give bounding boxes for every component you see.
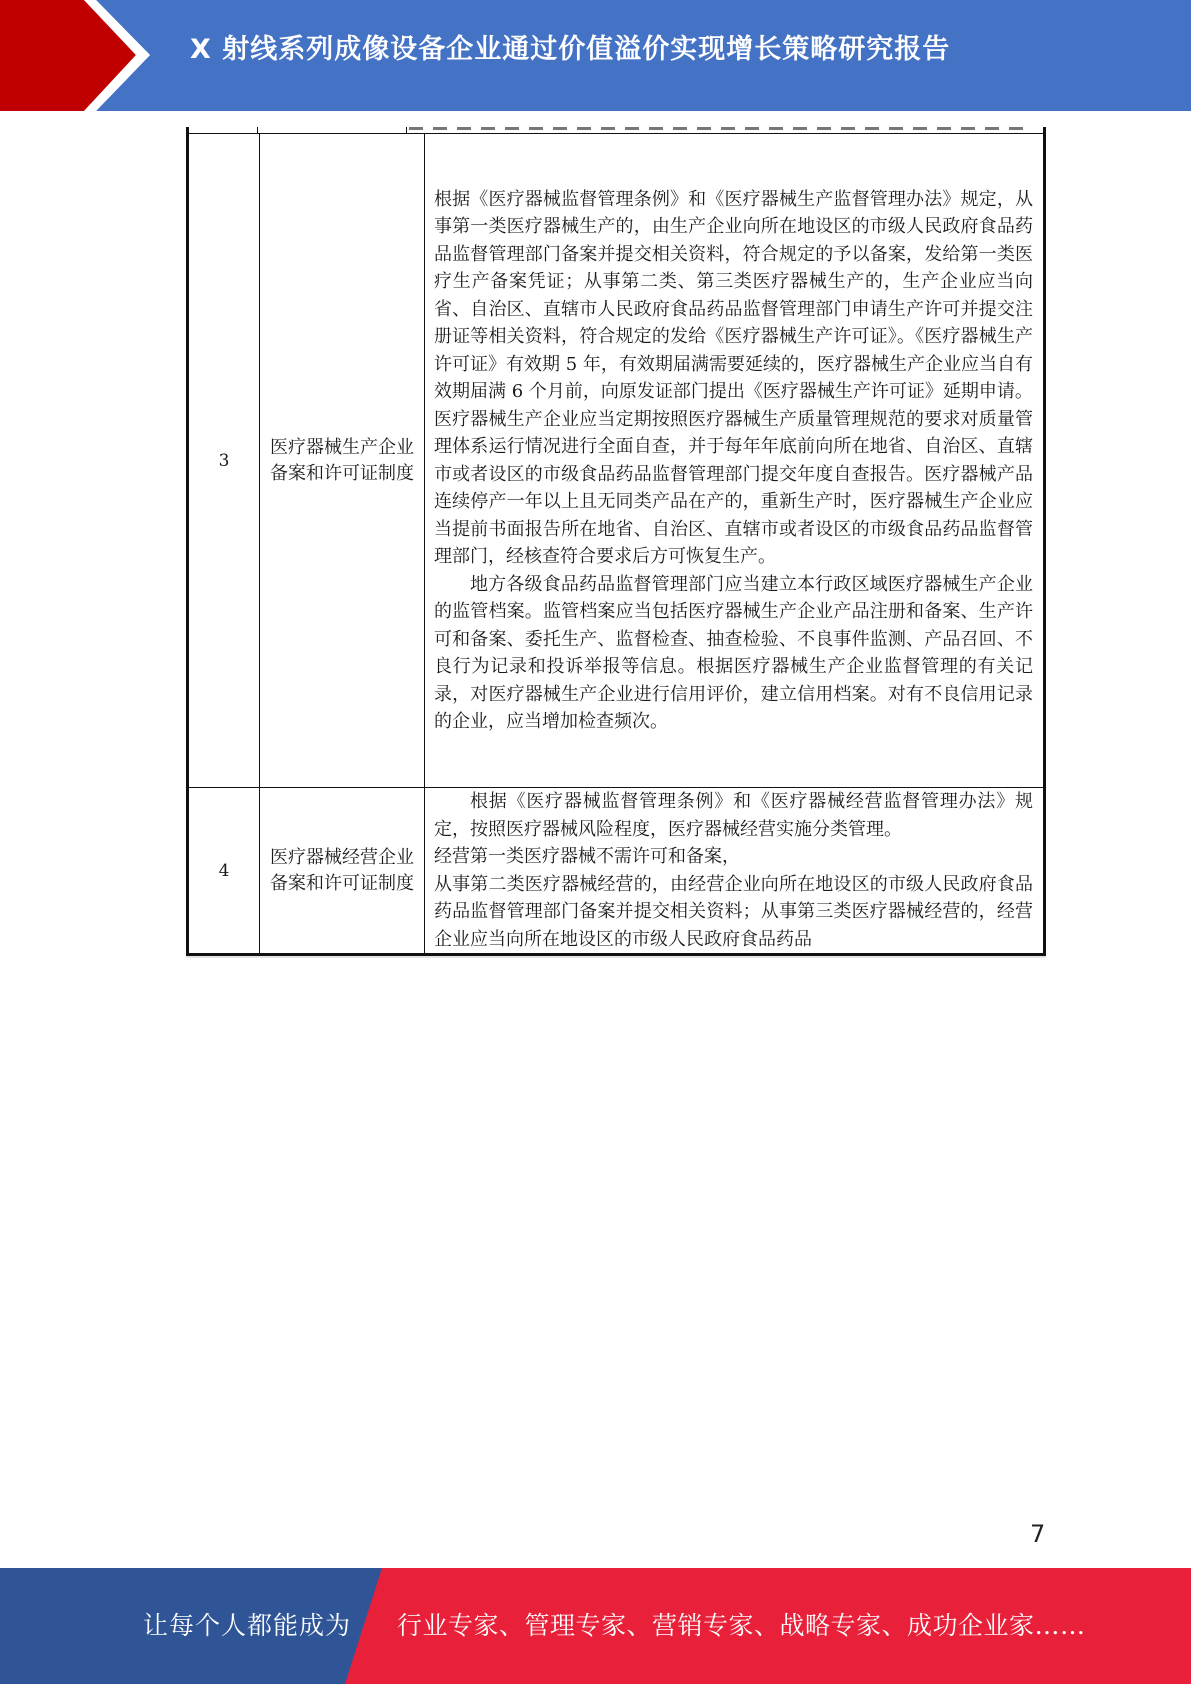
table-body bbox=[186, 133, 1046, 956]
content-paragraph: 根据《医疗器械监督管理条例》和《医疗器械经营监督管理办法》规定，按照医疗器械风险程度，医疗器械经营实施分类管理。 bbox=[434, 791, 1033, 840]
report-title: X 射线系列成像设备企业通过价值溢价实现增长策略研究报告 bbox=[190, 34, 951, 65]
row-content bbox=[425, 134, 1045, 788]
footer-slogan-left: 让每个人都能成为 bbox=[143, 1611, 352, 1640]
page-header bbox=[0, 0, 1191, 111]
content-paragraph: 从事第二类医疗器械经营的，由经营企业向所在地设区的市级人民政府食品药品监督管理部门备案并提交相关资料；从事第三类医疗器械经营的，经营企业应当向所在地设区的市级人民政府食品药品 bbox=[434, 873, 1033, 950]
table-row bbox=[188, 134, 1045, 788]
page-footer bbox=[0, 1568, 1191, 1684]
footer-slogan-right: 行业专家、管理专家、营销专家、战略专家、成功企业家…… bbox=[397, 1611, 1086, 1640]
content-paragraph: 地方各级食品药品监督管理部门应当建立本行政区域医疗器械生产企业的监管档案。监管档案应当包括医疗器械生产企业产品注册和备案、生产许可和备案、委托生产、监督检查、抽查检验、不良事件监测、产品召回、不良行为记录和投诉举报等信息。根据医疗器械生产企业监督管理的有关记录，对医疗器械生产企业进行信用评价，建立信用档案。对有不良信用记录的企业，应当增加检查频次。 bbox=[434, 573, 1033, 732]
table-continuation-edge bbox=[186, 127, 1046, 133]
row-content bbox=[425, 788, 1045, 955]
header-arrow-shape bbox=[0, 0, 160, 111]
row-system-name: 医疗器械经营企业备案和许可证制度 bbox=[260, 788, 425, 955]
content-paragraph: 根据《医疗器械监督管理条例》和《医疗器械生产监督管理办法》规定，从事第一类医疗器械生产的，由生产企业向所在地设区的市级人民政府食品药品监督管理部门备案并提交相关资料，符合规定的予以备案，发给第一类医疗生产备案凭证；从事第二类、第三类医疗器械生产的，生产企业应当向省、自治区、直辖市人民政府食品药品监督管理部门申请生产许可并提交注册证等相关资料，符合规定的发给《医疗器械生产许可证》。《医疗器械生产许可证》有效期 5 年，有效期届满需要延续的，医疗器械生产企业应当自有效期届满 6 个月前，向原发证部门提出《医疗器械生产许可证》延期申请。 bbox=[434, 188, 1033, 402]
row-number: 4 bbox=[188, 788, 260, 955]
table-row bbox=[188, 788, 1045, 955]
content-paragraph: 经营第一类医疗器械不需许可和备案， bbox=[434, 846, 740, 867]
row-system-name: 医疗器械生产企业备案和许可证制度 bbox=[260, 134, 425, 788]
page-number: 7 bbox=[1030, 1520, 1046, 1548]
content-paragraph: 医疗器械生产企业应当定期按照医疗器械生产质量管理规范的要求对质量管理体系运行情况进行全面自查，并于每年年底前向所在地省、自治区、直辖市或者设区的市级食品药品监督管理部门提交年度自查报告。医疗器械产品连续停产一年以上且无同类产品在产的，重新生产时，医疗器械生产企业应当提前书面报告所在地省、自治区、直辖市或者设区的市级食品药品监督管理部门，经核查符合要求后方可恢复生产。 bbox=[434, 408, 1033, 567]
regulation-table bbox=[186, 127, 1046, 958]
row-number: 3 bbox=[188, 134, 260, 788]
